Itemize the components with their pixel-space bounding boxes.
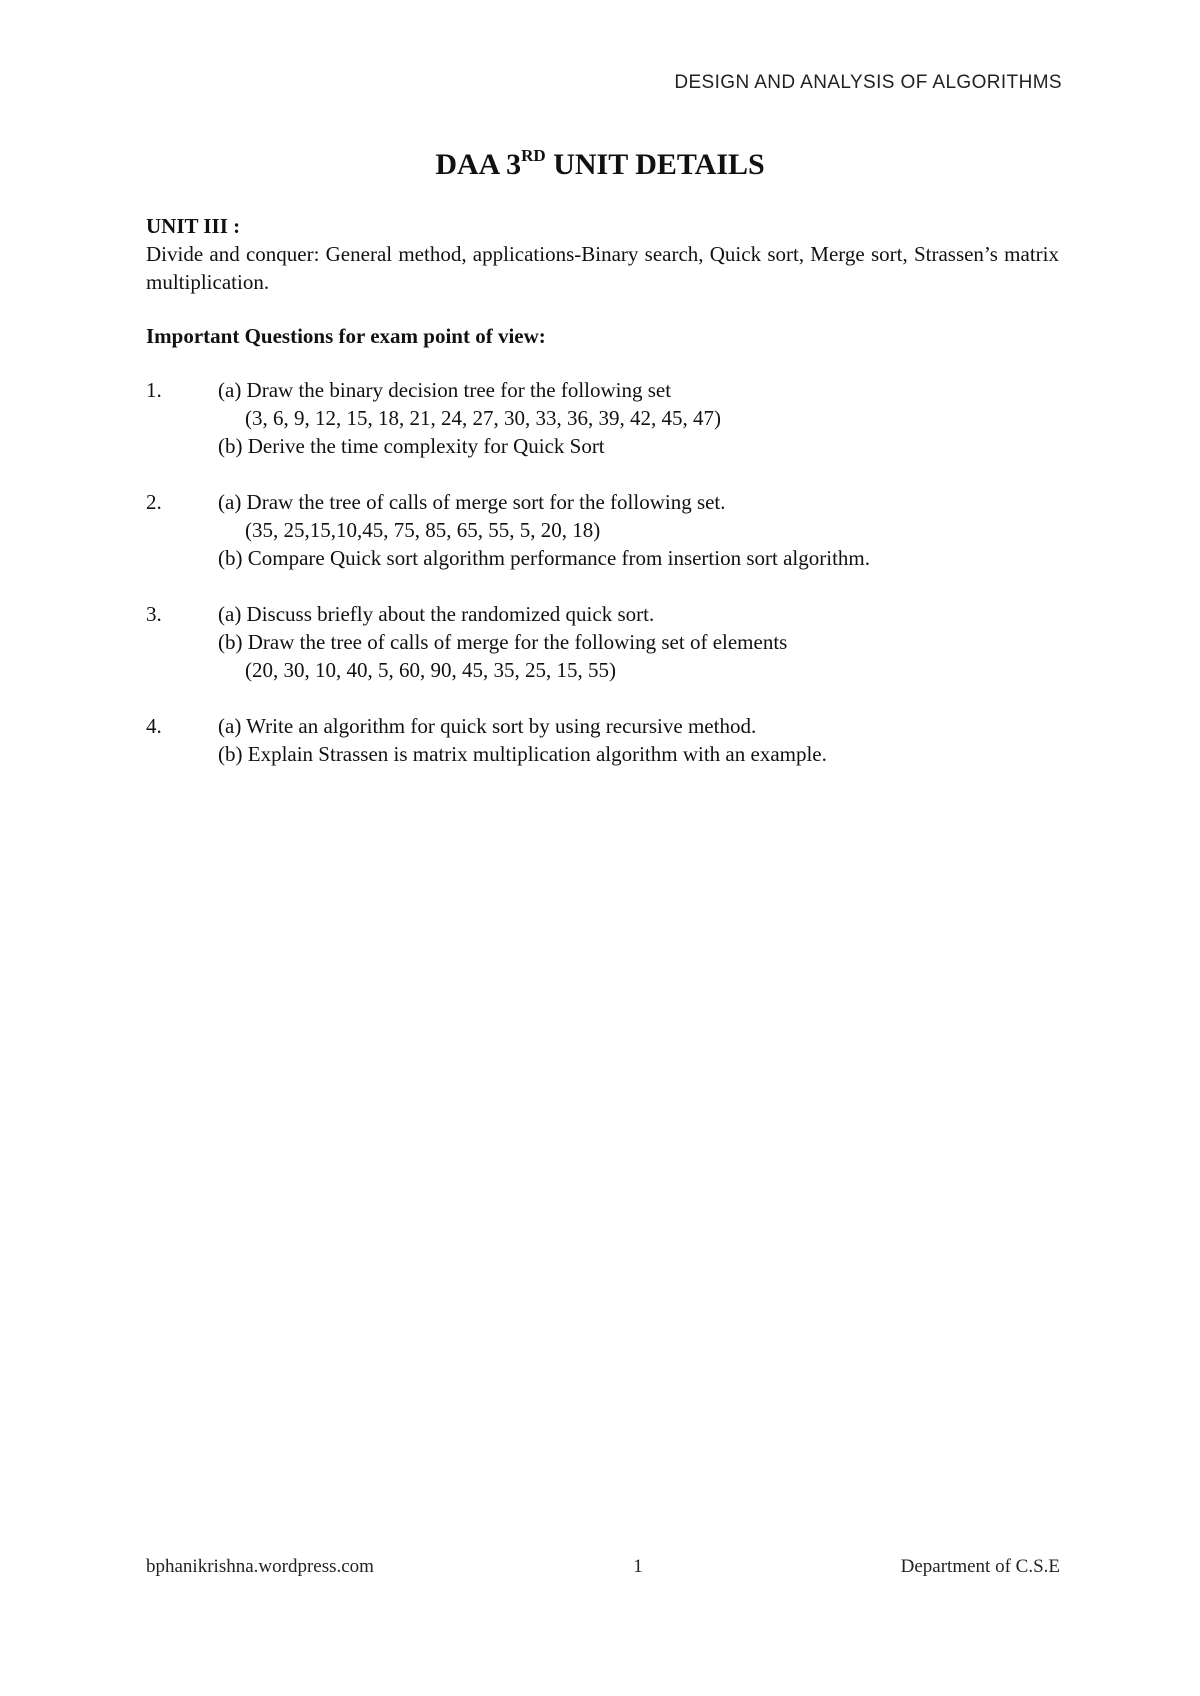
question-number: 4.: [146, 714, 162, 738]
question-item: [146, 488, 1059, 572]
question-number: 3.: [146, 602, 162, 626]
question-body: [218, 376, 1059, 460]
question-number: 1.: [146, 378, 162, 402]
question-item: [146, 712, 1059, 768]
question-item: [146, 376, 1059, 460]
question-part: (b) Derive the time complexity for Quick Sort: [218, 434, 605, 458]
unit-description: Divide and conquer: General method, applications-Binary search, Quick sort, Merge sort, Strassen’s matrix multiplication.: [146, 242, 1059, 294]
title-rest: UNIT DETAILS: [545, 148, 765, 181]
question-data-set: (3, 6, 9, 12, 15, 18, 21, 24, 27, 30, 33, 36, 39, 42, 45, 47): [245, 406, 721, 430]
page-title: [0, 148, 1200, 182]
question-data-set: (35, 25,15,10,45, 75, 85, 65, 55, 5, 20, 18): [245, 518, 601, 542]
question-body: [218, 488, 1059, 572]
question-part: (a) Draw the tree of calls of merge sort for the following set.: [218, 490, 726, 514]
question-body: [218, 600, 1059, 684]
document-body: [146, 212, 1059, 796]
question-part: (a) Write an algorithm for quick sort by using recursive method.: [218, 714, 757, 738]
question-part: (b) Compare Quick sort algorithm performance from insertion sort algorithm.: [218, 546, 870, 570]
question-number: 2.: [146, 490, 162, 514]
question-body: [218, 712, 1059, 768]
question-item: [146, 600, 1059, 684]
question-part: (b) Explain Strassen is matrix multiplication algorithm with an example.: [218, 742, 827, 766]
title-main: DAA 3: [435, 148, 522, 181]
question-list: [146, 376, 1059, 768]
title-superscript: RD: [521, 146, 546, 165]
running-header: DESIGN AND ANALYSIS OF ALGORITHMS: [674, 72, 1062, 93]
unit-heading: UNIT III :: [146, 214, 241, 238]
important-questions-heading: Important Questions for exam point of view:: [146, 324, 546, 348]
question-part: (a) Discuss briefly about the randomized quick sort.: [218, 602, 655, 626]
footer-department: Department of C.S.E: [900, 1556, 1060, 1577]
footer-page-number: 1: [633, 1556, 643, 1577]
question-data-set: (20, 30, 10, 40, 5, 60, 90, 45, 35, 25, 15, 55): [245, 658, 616, 682]
question-part: (a) Draw the binary decision tree for the following set: [218, 378, 672, 402]
footer-website: bphanikrishna.wordpress.com: [146, 1556, 374, 1577]
question-part: (b) Draw the tree of calls of merge for the following set of elements: [218, 630, 788, 654]
